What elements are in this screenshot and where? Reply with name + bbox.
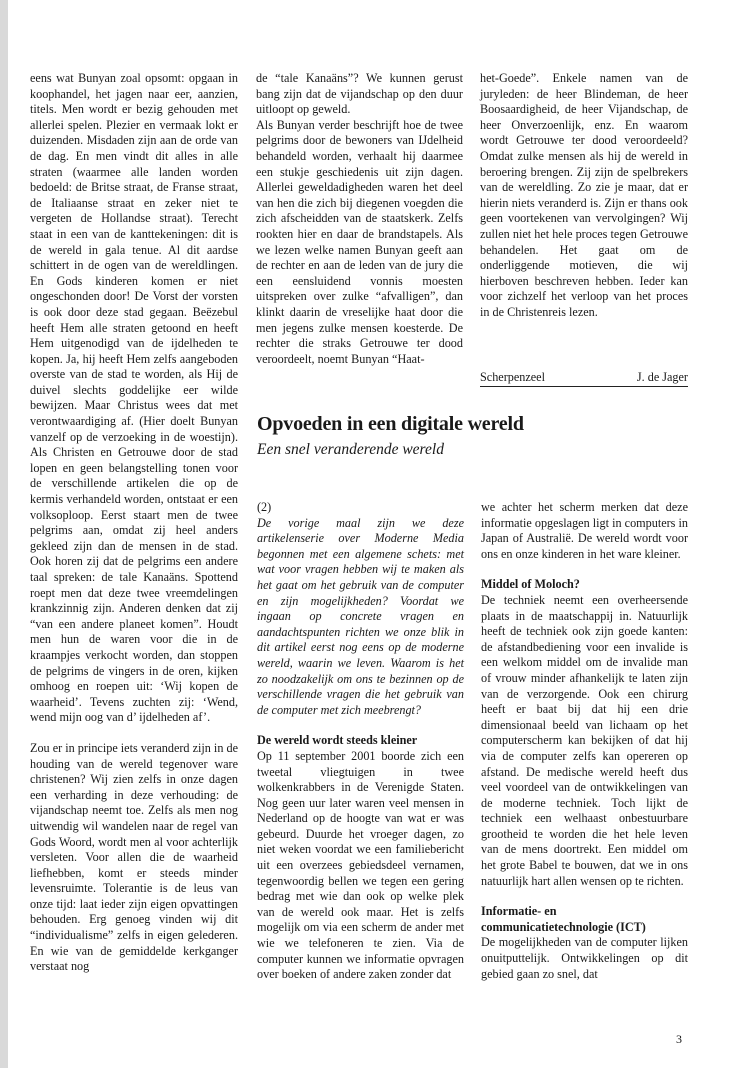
paragraph: Zou er in principe iets veranderd zijn in de houding van de wereld tegenover ware christenen? Wij zien zelfs in onze dagen een verharding in deze verhouding: de vijandschap neemt toe. Zelfs als men nog uitwendig wil wandelen naar de regel van Gods Woord, wordt men al voor achterlijk versleten. Voor allen die de waarheid liefhebben, komt er steeds minder levensruimte. Tolerantie is de leus van onze tijd: laat ieder zijn eigen opvattingen behouden. Erg genoeg vinden wij dit “individualisme” zelfs in eigen gelederen. En wie van de gemiddelde kerkganger verstaat nog [30,740,238,974]
article-subtitle: Een snel veranderende wereld [257,441,444,458]
article-number: (2) [257,500,272,514]
paragraph: De mogelijkheden van de computer lijken onuitputtelijk. Ontwikkelingen op dit gebied gaan zo snel, dat [481,935,688,981]
section-heading: Informatie- en communicatietechnologie (ICT) [481,904,646,934]
section-heading: Middel of Moloch? [481,577,580,592]
column-5 [481,500,688,982]
paragraph: De techniek neemt een overheersende plaats in de maatschappij in. Natuurlijk heeft de techniek ook zijn goede kanten: de afstandbediening voor een invalide is een welkom middel om de invalide man of vrouw minder afhankelijk te laten zijn van de verzorgende. Ook een chirurg heeft er baat bij dat hij een drie dimensionaal beeld van lichaam op het computerscherm kan bekijken of dat hij via de computer zelfs kan opereren op afstand. De medische wereld heeft dus veel voordeel van de ontwikkelingen van de moderne techniek. Toch lijkt de techniek een welhaast onbestuurbare grootheid te worden die het hele leven van de mens doortrekt. Een middel om het grote Babel te bouwen, dat we in ons natuurlijk hart allen wensen op te richten. [481,592,688,888]
signature [480,370,688,385]
section-heading: De wereld wordt steeds kleiner [257,733,418,748]
paragraph: het-Goede”. Enkele namen van de juryleden: de heer Blindeman, de heer Boosaardigheid, de heer Vijandschap, de heer Onverzoenlijk, enz. En waarom wordt Getrouwe ter dood veroordeeld? Omdat zulke mensen als hij de wereld in beroering brengen. Zij zijn de spelbrekers van de wereldling. Zo zie je maar, dat er hierin niets veranderd is. Zijn er thans ook geen voortekenen van vervolgingen? Wij zullen niet het hele proces tegen Getrouwe behandelen. Het gaat om de onderliggende motieven, die wij hierboven beschreven hebben. Ieder kan voor zichzelf het verloop van het proces in de Christenreis lezen. [480,71,688,319]
article-intro: De vorige maal zijn we deze artikelenserie over Moderne Media begonnen met een algemene schets: met wat voor vragen hebben wij te maken als het gaat om het gebruik van de computer en zijn mogelijkheden? Voordat we ingaan op concrete vragen en aandachtspunten richten we onze blik in dit artikel eerst nog eens op de moderne wereld, waarin we leven. Waarom is het zo noodzakelijk om ons te bezinnen op de verschillende vragen die het gebruik van de computer met zich meebrengt? [257,515,464,717]
scan-edge [0,0,8,1068]
column-4 [257,500,464,983]
column-1 [30,71,238,975]
column-2 [256,71,463,367]
signature-author: J. de Jager [636,370,688,384]
signature-place: Scherpenzeel [480,370,545,384]
divider [480,386,688,387]
paragraph: de “tale Kanaäns”? We kunnen gerust bang zijn dat de vijandschap op den duur uitloopt op geweld. [256,71,463,117]
page-number: 3 [676,1032,682,1046]
paragraph: Op 11 september 2001 boorde zich een tweetal vliegtuigen in twee wolkenkrabbers in de Verenigde Staten. Nog geen uur later waren veel mensen in Nederland op de hoogte van wat er was gebeurd. Duurde het vroeger dagen, zo niet weken voordat we een familiebericht uit een overzees gebiedsdeel vernamen, tegenwoordig bellen we tegen een gering bedrag met wie dan ook op welke plek van de wereld ook maar. Het is zelfs mogelijk om via een scherm de ander met wie we telefoneren te zien. Via de computer kunnen we informatie opvragen over boeken of andere zaken zonder dat [257,748,464,982]
paragraph: Als Bunyan verder beschrijft hoe de twee pelgrims door de bewoners van IJdelheid behandeld worden, verhaalt hij daarmee een stukje geschiedenis uit zijn dagen. Allerlei geweldadigheden waren het deel van hen die zich bij diegenen voegden die zich afscheidden van de staatskerk. Zelfs rookten hier en daar de brandstapels. Als we lezen welke namen Bunyan geeft aan de rechter en aan de leden van de jury die een eensluidend vonnis moesten uitspreken over zulke “afvalligen”, dan klinkt daarin de vreselijke haat door die men jegens zulke mensen koesterde. De rechter die straks Getrouwe ter dood veroordeelt, noemt Bunyan “Haat- [256,117,463,366]
paragraph: we achter het scherm merken dat deze informatie opgeslagen ligt in computers in Japan of Australië. De wereld wordt voor ons en onze kinderen in het ware kleiner. [481,500,688,561]
article-title: Opvoeden in een digitale wereld [257,413,524,435]
paragraph: eens wat Bunyan zoal opsomt: opgaan in koophandel, het jagen naar eer, aanzien, titels. Men wordt er bezig gehouden met allerlei spelen. Plezier en vermaak lokt er duizenden. Misdaden zijn aan de orde van de dag. En men vindt dit alles in alle straten (waarmee alle landen worden bedoeld: de Britse straat, de Franse straat, de Italiaanse straat en zeker niet te vergeten de Hollandse straat). Terecht staat in een van de kanttekeningen: dit is de wereld in gala tenue. Al dit aardse schittert in de ogen van de wereldlingen. En Gods kinderen komen er niet ongeschonden door! De Vorst der vorsten is ook door deze stad gegaan. Beëzebul heeft Hem alle straten getoond en heeft Hem uitgenodigd van de ijdelheden te kopen. Ja, hij heeft Hem zelfs aangeboden overste van de stad te worden, als Hij de duivel slechts goddelijke eer wilde bewijzen. Maar Christus wees dat met verontwaardiging af. (Hier doelt Bunyan vanzelf op de verzoeking in de woestijn). Als Christen en Getrouwe door de stad lopen en geen belangstelling tonen voor de verschillende artikelen die op de kermis verhandeld worden, ontstaat er een volksoploop. Eerst staart men de twee pelgrims aan, omdat zij heel anders gekleed zijn dan de mensen in de stad. Ook horen zij dat de pelgrims een andere taal spreken: de tale Kanaäns. Spottend roept men dat deze twee vreemdelingen krankzinnig zijn. Anderen denken dat zij “van een andere planeet komen”. Houdt men hun de waren voor die in de kraampjes verkocht worden, dan stoppen de pelgrims de vingers in de oren, kijken omhoog en roepen uit: ‘Wij kopen de waarheid’. Tevens zuchten zij: ‘Wend, wend mijn oog van d’ ijdelheden af’. [30,71,238,725]
column-3 [480,71,688,321]
